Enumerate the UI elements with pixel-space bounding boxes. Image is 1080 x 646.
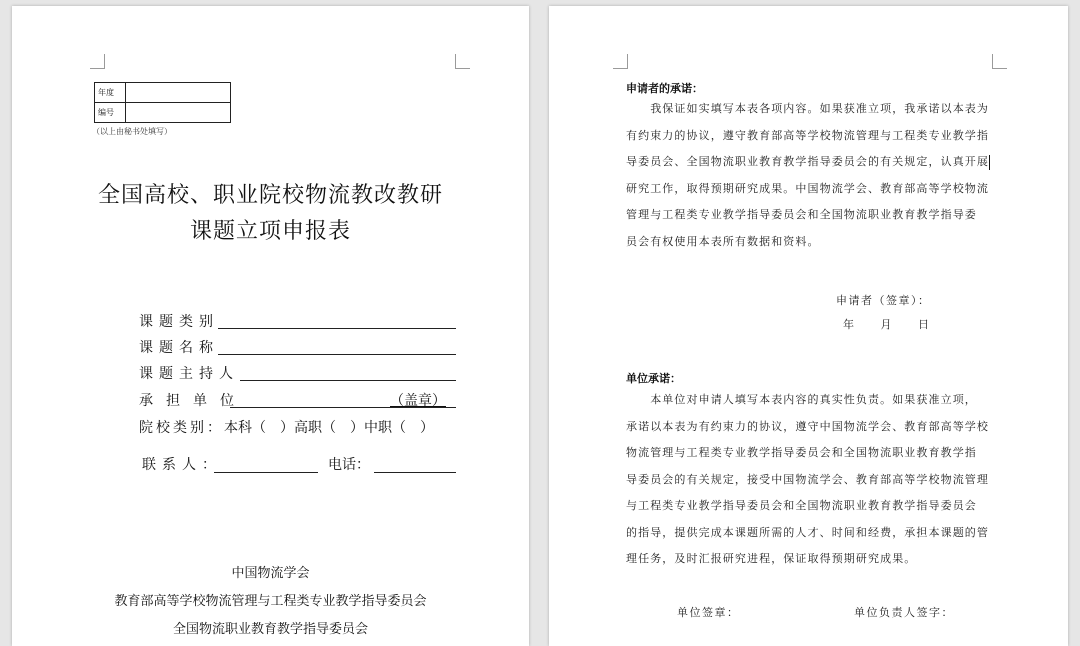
field-school-type-options[interactable]: 本科（ ）高职（ ）中职（ ）	[224, 420, 434, 436]
unit-seal-label: 单位签章：	[677, 606, 740, 619]
applicant-line: 管理与工程类专业教学指导委员会和全国物流职业教育教学指导委	[626, 208, 977, 221]
applicant-line: 员会有权使用本表所有数据和资料。	[626, 234, 820, 248]
field-category-line[interactable]	[218, 312, 456, 329]
field-contact	[142, 454, 222, 474]
left-page	[12, 6, 529, 646]
field-school-type-label: 院校类别：	[139, 420, 224, 436]
text-cursor	[989, 155, 990, 170]
meta-value-year[interactable]	[126, 83, 231, 103]
meta-table	[94, 82, 231, 123]
unit-line: 的指导，提供完成本课题所需的人才、时间和经费，承担本课题的管	[626, 525, 989, 539]
field-category	[139, 311, 219, 331]
margin-corner-mark	[455, 54, 470, 69]
unit-line: 导委员会的有关规定，接受中国物流学会、教育部高等学校物流管理	[626, 472, 989, 486]
field-contact-line[interactable]	[214, 456, 318, 473]
meta-label-number: 编号	[95, 103, 126, 123]
field-category-label: 课题类别	[139, 314, 219, 330]
field-phone-label: 电话：	[328, 457, 370, 473]
field-contact-label: 联系人：	[142, 457, 222, 473]
meta-note: （以上由秘书处填写）	[92, 127, 172, 136]
document-title-line1: 全国高校、职业院校物流教改教研	[97, 183, 443, 208]
document-title-line2: 课题立项申报表	[189, 219, 351, 244]
applicant-date-line: 年 月 日	[843, 318, 931, 331]
unit-line: 理任务，及时汇报研究进程，保证取得预期研究成果。	[626, 552, 917, 565]
field-host	[139, 363, 239, 383]
meta-row-number	[95, 103, 231, 123]
applicant-line	[626, 149, 998, 176]
margin-corner-mark	[992, 54, 1007, 69]
field-name	[139, 337, 219, 357]
applicant-line: 研究工作，取得预期研究成果。中国物流学会、教育部高等学校物流	[626, 181, 989, 195]
unit-pledge-heading: 单位承诺：	[626, 372, 681, 385]
field-name-label: 课题名称	[139, 340, 219, 356]
applicant-line: 我保证如实填写本表各项内容。如果获准立项，我承诺以本表为	[626, 102, 989, 115]
org-line-2: 教育部高等学校物流管理与工程类专业教学指导委员会	[114, 594, 427, 609]
field-host-line[interactable]	[240, 364, 456, 381]
field-phone	[328, 454, 370, 474]
unit-leader-signature-label: 单位负责人签字：	[854, 606, 954, 619]
org-line-3: 全国物流职业教育教学指导委员会	[172, 622, 368, 637]
applicant-signature-label: 申请者（签章）：	[836, 294, 931, 307]
field-unit-seal: （盖章）	[390, 393, 446, 409]
field-phone-line[interactable]	[374, 456, 456, 473]
unit-pledge-text	[626, 387, 998, 573]
field-name-line[interactable]	[218, 338, 456, 355]
meta-row-year	[95, 83, 231, 103]
applicant-line-text: 导委员会、全国物流职业教育教学指导委员会的有关规定，认真开展	[626, 155, 989, 168]
meta-label-year: 年度	[95, 83, 126, 103]
applicant-line: 有约束力的协议，遵守教育部高等学校物流管理与工程类专业教学指	[626, 128, 989, 142]
field-school-type	[139, 417, 434, 437]
field-host-label: 课题主持人	[139, 366, 239, 382]
right-page	[549, 6, 1068, 646]
unit-line: 承诺以本表为有约束力的协议，遵守中国物流学会、教育部高等学校	[626, 419, 989, 433]
applicant-pledge-heading: 申请者的承诺：	[626, 82, 703, 95]
applicant-pledge-text	[626, 96, 998, 255]
margin-corner-mark	[90, 54, 105, 69]
field-unit-label: 承担单位	[139, 393, 247, 409]
unit-line: 本单位对申请人填写本表内容的真实性负责。如果获准立项，	[626, 393, 977, 406]
margin-corner-mark	[613, 54, 628, 69]
meta-value-number[interactable]	[126, 103, 231, 123]
unit-line: 与工程类专业教学指导委员会和全国物流职业教育教学指导委员会	[626, 499, 977, 512]
org-line-1: 中国物流学会	[231, 566, 310, 581]
unit-line: 物流管理与工程类专业教学指导委员会和全国物流职业教育教学指	[626, 446, 977, 459]
